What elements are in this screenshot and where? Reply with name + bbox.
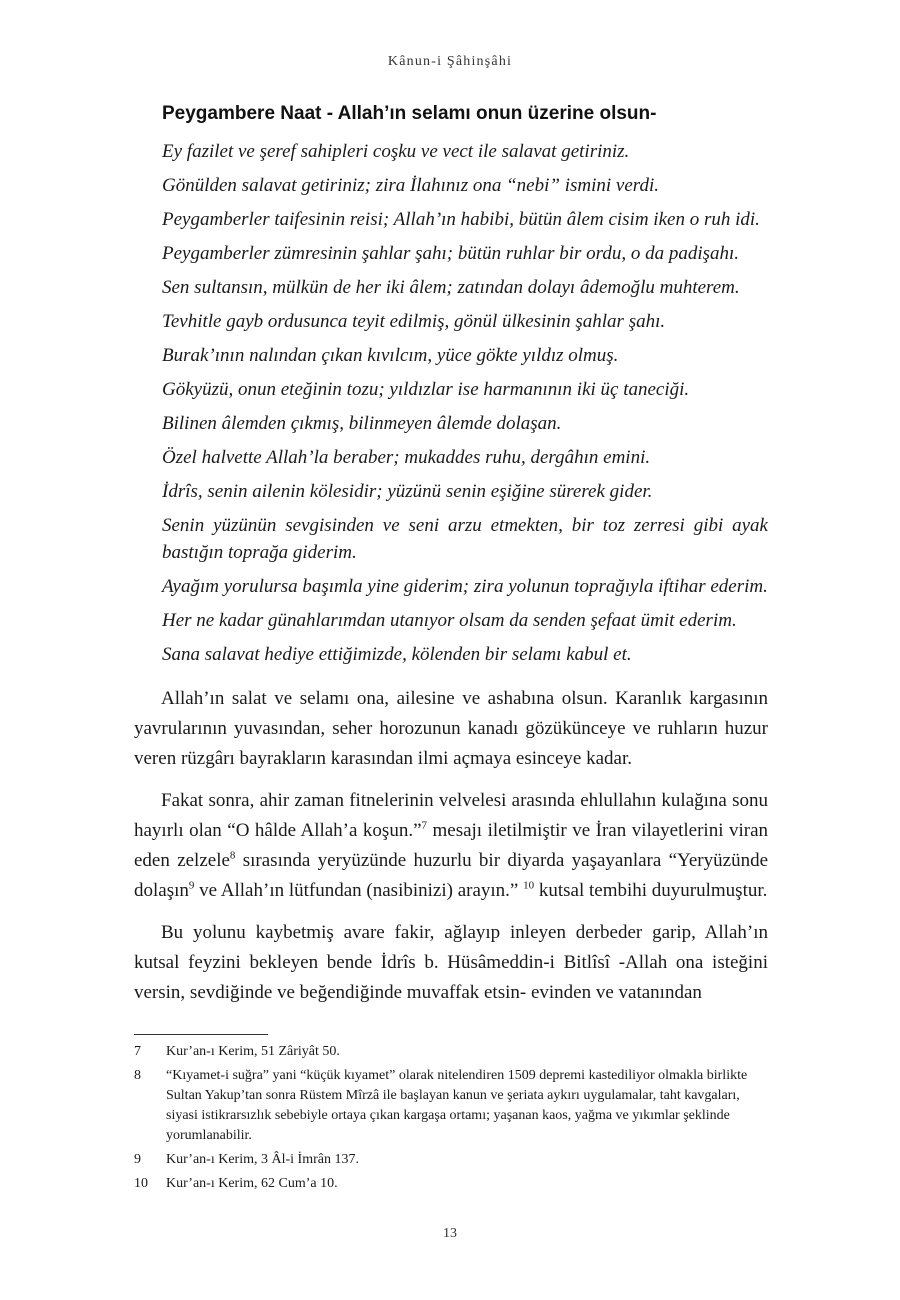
- footnote-number: 7: [134, 1044, 141, 1059]
- footnote-ref: 7: [421, 819, 428, 832]
- paragraph-2-text: sırasında yeryüzünde huzurlu bir diyarda yaşayanlara “Yeryüzünde dolaşın: [134, 850, 769, 901]
- verse-line: Ey fazilet ve şeref sahipleri coşku ve vect ile salavat getiriniz.: [162, 141, 630, 162]
- verse-line: Peygamberler taifesinin reisi; Allah’ın habibi, bütün âlem cisim iken o ruh idi.: [162, 209, 760, 230]
- running-header: Kânun-i Şâhinşâhi: [387, 54, 513, 69]
- footnote-divider: [134, 1034, 268, 1035]
- footnote-ref: 10: [523, 879, 535, 892]
- verse-line: Sen sultansın, mülkün de her iki âlem; zatından dolayı âdemoğlu muhterem.: [162, 277, 740, 298]
- body-text: [134, 684, 768, 1020]
- verse-line: Gönülden salavat getiriniz; zira İlahınız ona “nebi” ismini verdi.: [162, 175, 659, 196]
- verse-line: Sana salavat hediye ettiğimizde, kölenden bir selamı kabul et.: [162, 644, 632, 665]
- verse-line: Peygamberler zümresinin şahlar şahı; bütün ruhlar bir ordu, o da padişahı.: [162, 243, 740, 264]
- footnote-text: Kur’an-ı Kerim, 62 Cum’a 10.: [166, 1176, 338, 1191]
- paragraph-3: Bu yolunu kaybetmiş avare fakir, ağlayıp inleyen derbeder garip, Allah’ın kutsal feyzini bekleyen bende İdrîs b. Hüsâmeddin-i Bitlîsî -Allah ona isteğini versin, sevdiğinde ve beğendiğinde muvaffak etsin- evinden ve vatanından: [134, 922, 768, 1003]
- paragraph-2-text: mesajı iletilmiştir ve İran vilayetlerini viran eden zelzele: [134, 820, 769, 871]
- footnote-text: Kur’an-ı Kerim, 51 Zâriyât 50.: [166, 1044, 340, 1059]
- footnote: [134, 1042, 768, 1062]
- footnote-text: Kur’an-ı Kerim, 3 Âl-i İmrân 137.: [166, 1152, 359, 1167]
- footnote-number: 9: [134, 1152, 141, 1167]
- page-number: 13: [443, 1226, 457, 1241]
- verse-line: Her ne kadar günahlarımdan utanıyor olsam da senden şefaat ümit ederim.: [162, 610, 737, 631]
- footnote: [134, 1174, 768, 1194]
- verse-list: [162, 138, 768, 668]
- footnote-text: “Kıyamet-i suğra” yani “küçük kıyamet” olarak nitelendiren 1509 depremi kastediliyor olmakla birlikte Sultan Yakup’tan sonra Rüstem Mîrzâ ile başlayan kanun ve şeriata aykırı uygulamalar, taht kavgaları, siyasi istikrarsızlık sebebiyle ortaya çıkan kargaşa ortamı; yaşanan kaos, yağma ve yıkımlar şeklinde yorumlanabilir.: [166, 1068, 748, 1143]
- footnote-ref: 8: [229, 849, 236, 862]
- footnote-ref: 9: [188, 879, 195, 892]
- footnote: [134, 1066, 768, 1146]
- section-heading: Peygambere Naat - Allah’ın selamı onun üzerine olsun-: [162, 103, 657, 124]
- verse-line: Bilinen âlemden çıkmış, bilinmeyen âlemde dolaşan.: [162, 413, 562, 434]
- footnote: [134, 1150, 768, 1170]
- verse-line: Özel halvette Allah’la beraber; mukaddes ruhu, dergâhın emini.: [162, 447, 651, 468]
- paragraph-2-text: kutsal tembihi duyurulmuştur.: [534, 880, 768, 901]
- paragraph-2-text: Fakat sonra, ahir zaman fitnelerinin velvelesi arasında ehlullahın kulağına sonu hayırlı olan “O hâlde Allah’a koşun.”: [134, 790, 768, 841]
- verse-line: Tevhitle gayb ordusunca teyit edilmiş, gönül ülkesinin şahlar şahı.: [162, 311, 666, 332]
- footnote-list: [134, 1042, 768, 1198]
- paragraph-1: Allah’ın salat ve selamı ona, ailesine ve ashabına olsun. Karanlık kargasının yavrularının yuvasından, seher horozunun kanadı gözükünceye ve ruhların huzur veren rüzgârı bayrakların karasından ilmi açmaya esinceye kadar.: [134, 688, 768, 769]
- verse-line: Senin yüzünün sevgisinden ve seni arzu etmekten, bir toz zerresi gibi ayak bastığın toprağa giderim.: [162, 515, 768, 563]
- footnote-number: 10: [134, 1176, 148, 1191]
- paragraph-2-text: ve Allah’ın lütfundan (nasibinizi) arayın.”: [194, 880, 524, 901]
- verse-line: İdrîs, senin ailenin kölesidir; yüzünü senin eşiğine sürerek gider.: [162, 481, 653, 502]
- verse-line: Gökyüzü, onun eteğinin tozu; yıldızlar ise harmanının iki üç taneciği.: [162, 379, 690, 400]
- paragraph-2: [134, 786, 768, 906]
- verse-line: Ayağım yorulursa başımla yine giderim; zira yolunun toprağıyla iftihar ederim.: [162, 576, 768, 597]
- footnote-number: 8: [134, 1068, 141, 1083]
- verse-line: Burak’ının nalından çıkan kıvılcım, yüce gökte yıldız olmuş.: [162, 345, 619, 366]
